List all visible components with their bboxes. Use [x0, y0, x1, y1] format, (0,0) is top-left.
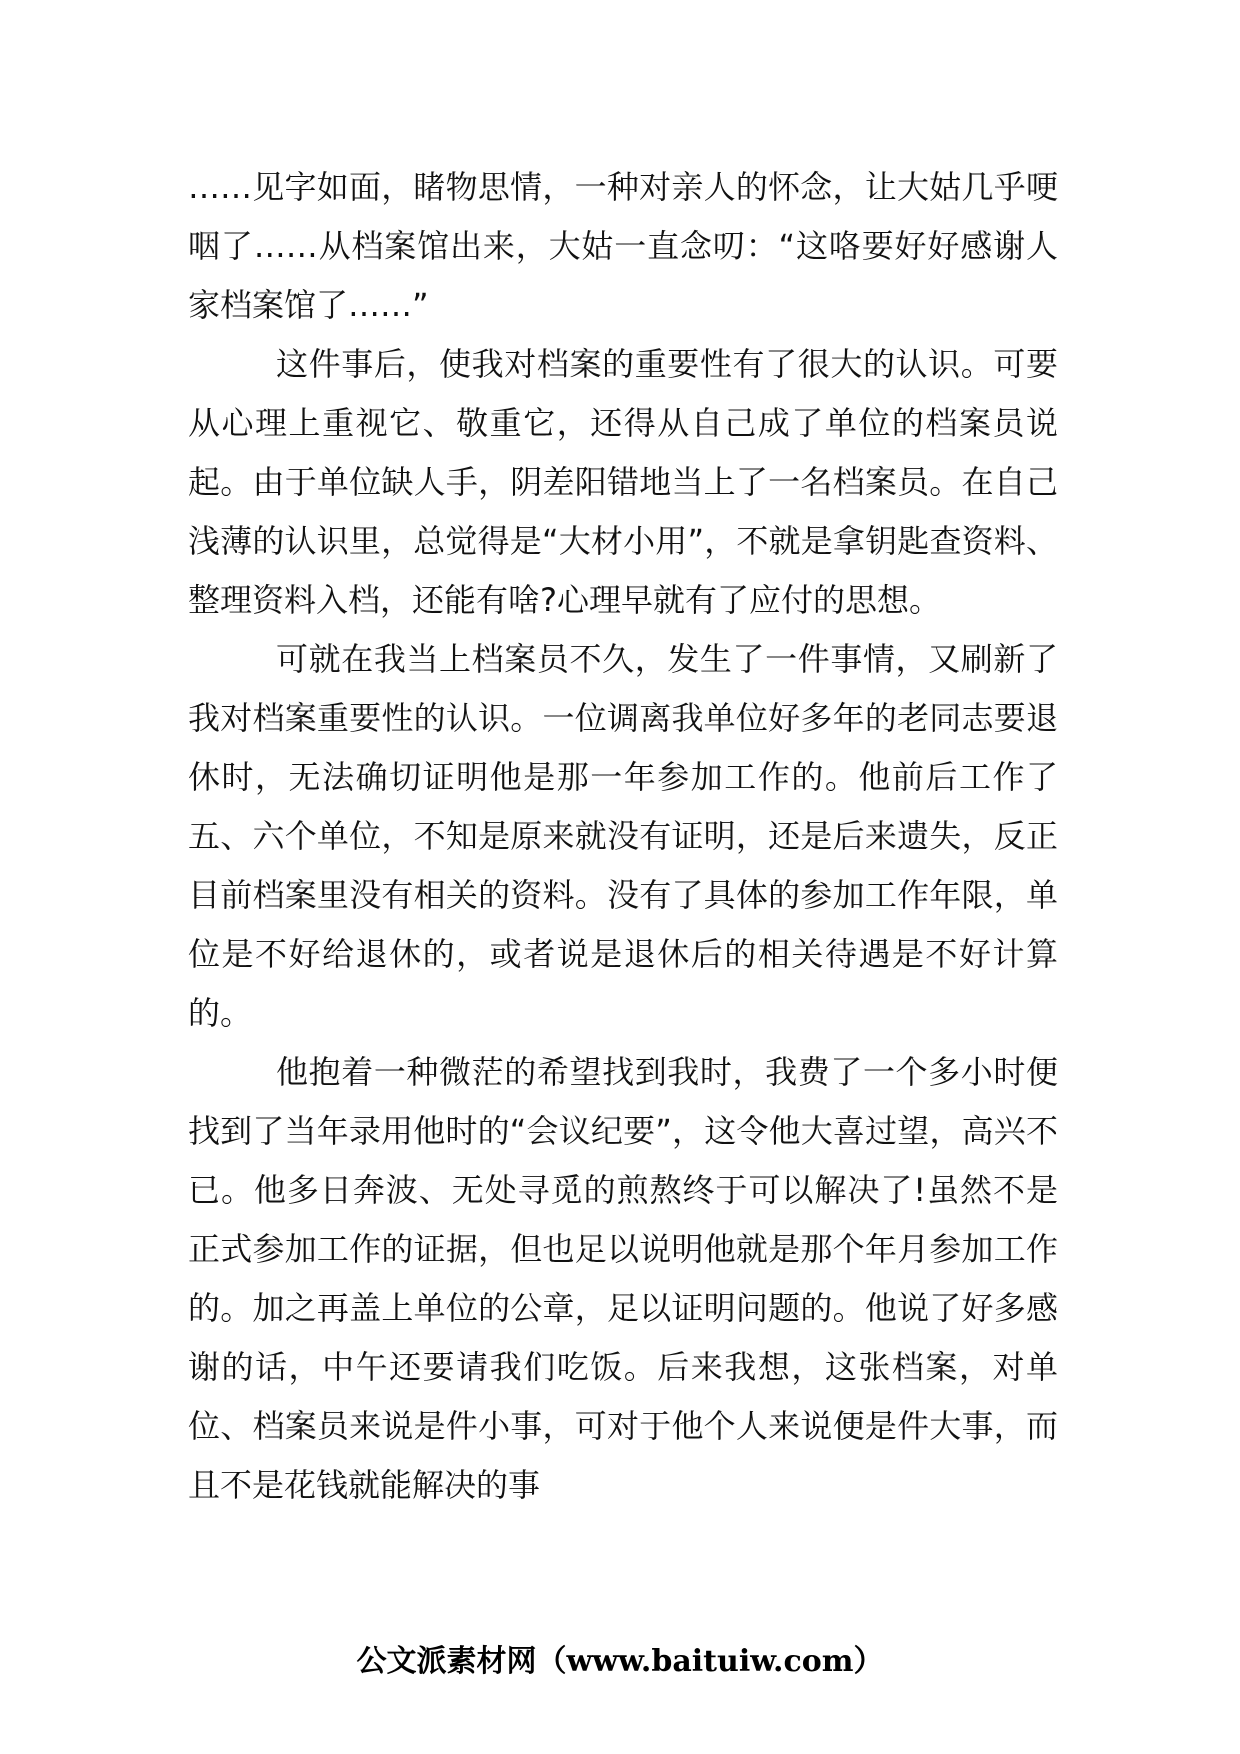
paragraph-1: ……见字如面，睹物思情，一种对亲人的怀念，让大姑几乎哽咽了……从档案馆出来，大姑一直念叨：“这咯要好好感谢人家档案馆了……” [188, 168, 1058, 324]
document-body [188, 158, 1058, 1515]
paragraph-2: 这件事后，使我对档案的重要性有了很大的认识。可要从心理上重视它、敬重它，还得从自己成了单位的档案员说起。由于单位缺人手，阴差阳错地当上了一名档案员。在自己浅薄的认识里，总觉得是“大材小用”，不就是拿钥匙查资料、整理资料入档，还能有啥?心理早就有了应付的思想。 [188, 345, 1058, 619]
paragraph-3: 可就在我当上档案员不久，发生了一件事情，又刷新了我对档案重要性的认识。一位调离我单位好多年的老同志要退休时，无法确切证明他是那一年参加工作的。他前后工作了五、六个单位，不知是原来就没有证明，还是后来遗失，反正目前档案里没有相关的资料。没有了具体的参加工作年限，单位是不好给退休的，或者说是退休后的相关待遇是不好计算的。 [188, 640, 1058, 1032]
footer-watermark: 公文派素材网（www.baituiw.com） [356, 1644, 884, 1679]
paragraph-4: 他抱着一种微茫的希望找到我时，我费了一个多小时便找到了当年录用他时的“会议纪要”，这令他大喜过望，高兴不已。他多日奔波、无处寻觅的煎熬终于可以解决了!虽然不是正式参加工作的证据，但也足以说明他就是那个年月参加工作的。加之再盖上单位的公章，足以证明问题的。他说了好多感谢的话，中午还要请我们吃饭。后来我想，这张档案，对单位、档案员来说是件小事，可对于他个人来说便是件大事，而且不是花钱就能解决的事 [188, 1053, 1058, 1504]
